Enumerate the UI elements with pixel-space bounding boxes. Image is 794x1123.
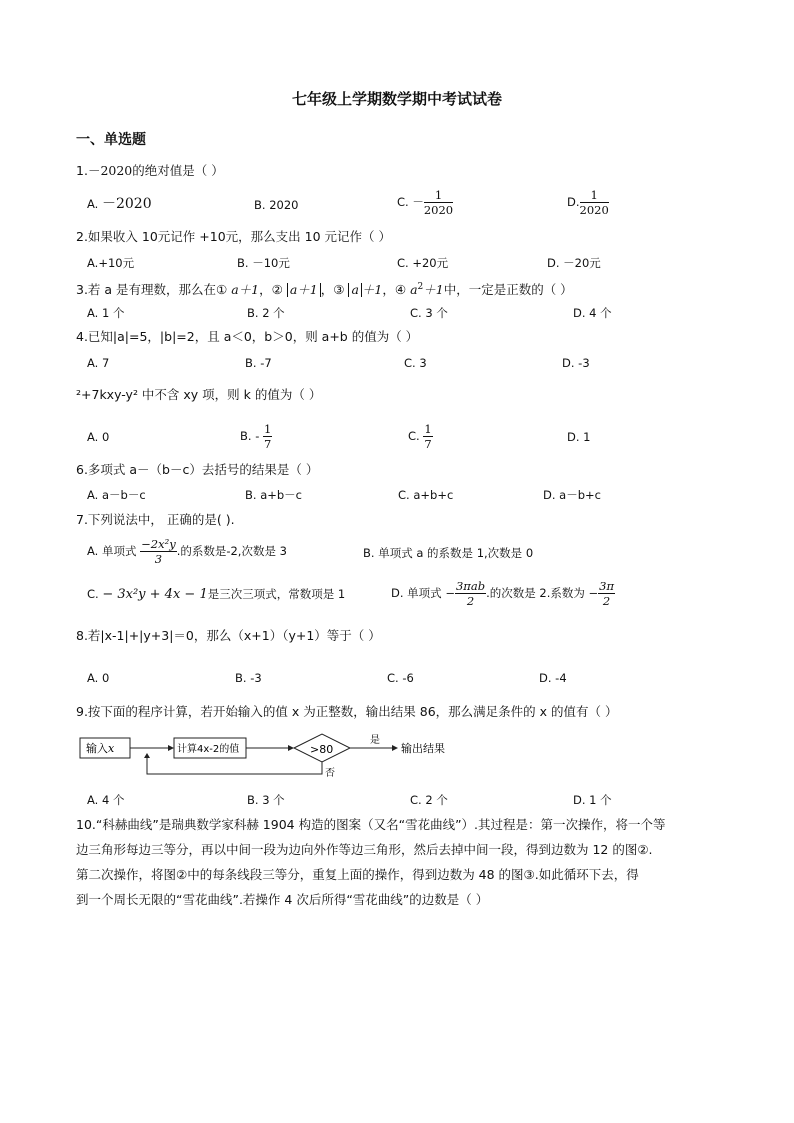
question-9-stem: 9.按下面的程序计算，若开始输入的值 x 为正整数，输出结果 86，那么满足条件的 x 的值有（ ）: [76, 704, 618, 719]
question-8-option-a[interactable]: A. 0: [87, 671, 110, 685]
flow-yes-label: 是: [370, 735, 380, 746]
question-2-option-b[interactable]: B. －10元: [237, 256, 290, 270]
flow-output-label: 输出结果: [401, 742, 445, 755]
question-7-option-d[interactable]: D. 单项式 − $\frac{\text{3πab}}{2}$ .的次数是 2.系数为 − $\frac{3\pi}{2}$: [391, 579, 615, 608]
question-5-option-d[interactable]: D. 1: [567, 430, 591, 444]
question-4-option-c[interactable]: C. 3: [404, 356, 427, 370]
fraction: $\frac{\text{3πab}}{2}$: [455, 579, 486, 608]
section-heading: 一、单选题: [76, 132, 146, 148]
flow-arrowhead: [144, 753, 150, 758]
question-1-value: －2020: [87, 163, 133, 178]
question-3-option-d[interactable]: D. 4 个: [573, 306, 612, 320]
fraction: $\frac{1}{2020}$: [423, 188, 454, 217]
question-6-option-a[interactable]: A. a－b－c: [87, 488, 146, 502]
question-7-stem: 7.下列说法中， 正确的是( ).: [76, 512, 235, 527]
flow-input-label: 输入x: [86, 742, 115, 755]
absolute-value: a: [348, 283, 361, 297]
question-5-option-c[interactable]: C. $\frac{1}{7}$: [408, 422, 432, 451]
question-4-option-b[interactable]: B. -7: [245, 356, 272, 370]
question-4-stem: 4.已知|a|=5，|b|=2，且 a＜0，b＞0，则 a+b 的值为（ ）: [76, 329, 419, 344]
question-3-option-a[interactable]: A. 1 个: [87, 306, 125, 320]
question-7-option-c[interactable]: C. − 3x²y + 4x − 1是三次三项式，常数项是 1: [87, 587, 346, 602]
question-10-line-4: 到一个周长无限的“雪花曲线”.若操作 4 次后所得“雪花曲线”的边数是（ ）: [76, 892, 489, 907]
fraction: $\frac{3\pi}{2}$: [599, 579, 615, 608]
question-4-option-d[interactable]: D. -3: [562, 356, 590, 370]
question-2-option-c[interactable]: C. +20元: [397, 256, 449, 270]
question-2-option-a[interactable]: A.+10元: [87, 256, 135, 270]
flow-arrowhead: [168, 745, 174, 751]
flow-loop-line: [147, 758, 322, 774]
question-3-option-b[interactable]: B. 2 个: [247, 306, 285, 320]
fraction: $\frac{\text{−2x²y}}{3}$: [141, 537, 176, 566]
question-5-option-a[interactable]: A. 0: [87, 430, 110, 444]
question-9-option-b[interactable]: B. 3 个: [247, 793, 285, 807]
question-2-option-d[interactable]: D. －20元: [547, 256, 601, 270]
question-6-option-b[interactable]: B. a+b－c: [245, 488, 303, 502]
question-1-option-a[interactable]: A. －2020: [87, 196, 152, 212]
question-3-stem: 3.若 a 是有理数，那么在① a＋1，② a＋1 ，③ a ＋1，④ $a^2+1$中，一定是正数的（ ）: [76, 282, 573, 298]
absolute-value: a＋1: [287, 283, 321, 297]
question-4-option-a[interactable]: A. 7: [87, 356, 110, 370]
question-9-option-d[interactable]: D. 1 个: [573, 793, 612, 807]
question-1-stem: 1.－2020的绝对值是（ ）: [76, 163, 224, 178]
question-7-option-a[interactable]: A. 单项式 $\frac{\text{−2x²y}}{3}$ .的系数是-2,次数是 3: [87, 537, 287, 566]
question-9-option-a[interactable]: A. 4 个: [87, 793, 125, 807]
question-1-option-b[interactable]: B. 2020: [254, 198, 299, 212]
question-1-option-d[interactable]: D. $\frac{1}{2020}$: [567, 188, 609, 217]
question-8-stem: 8.若|x-1|+|y+3|＝0，那么（x+1）（y+1）等于（ ）: [76, 628, 381, 643]
flow-calc-label: 计算4x-2的值: [177, 744, 240, 755]
question-5-option-b[interactable]: B. - $\frac{1}{7}$: [240, 422, 272, 451]
question-7-option-b[interactable]: B. 单项式 a 的系数是 1,次数是 0: [363, 546, 534, 560]
flow-arrowhead: [392, 745, 398, 751]
flowchart-diagram: [76, 730, 476, 782]
question-10-line-1: 10.“科赫曲线”是瑞典数学家科赫 1904 构造的图案（又名“雪花曲线”）.其过程是：第一次操作，将一个等: [76, 817, 666, 832]
page-title: 七年级上学期数学期中考试试卷: [291, 90, 502, 108]
question-6-option-d[interactable]: D. a－b+c: [543, 488, 601, 502]
question-10-line-3: 第二次操作，将图②中的每条线段三等分，重复上面的操作，得到边数为 48 的图③.如此循环下去，得: [76, 867, 639, 882]
fraction: $\frac{1}{7}$: [424, 422, 432, 451]
question-5-stem: ²+7kxy-y² 中不含 xy 项，则 k 的值为（ ）: [76, 387, 322, 402]
question-6-stem: 6.多项式 a－（b－c）去括号的结果是（ ）: [76, 462, 319, 477]
question-8-option-b[interactable]: B. -3: [235, 671, 262, 685]
fraction: $\frac{1}{2020}$: [579, 188, 609, 217]
question-1-option-c[interactable]: C. － $\frac{1}{2020}$: [397, 188, 454, 217]
question-8-option-d[interactable]: D. -4: [539, 671, 567, 685]
flow-condition-label: >80: [310, 743, 334, 756]
question-3-option-c[interactable]: C. 3 个: [410, 306, 448, 320]
flow-no-label: 否: [325, 768, 335, 779]
fraction: $\frac{1}{7}$: [264, 422, 272, 451]
question-9-option-c[interactable]: C. 2 个: [410, 793, 448, 807]
question-2-stem: 2.如果收入 10元记作 +10元，那么支出 10 元记作（ ）: [76, 229, 391, 244]
question-8-option-c[interactable]: C. -6: [387, 671, 414, 685]
question-6-option-c[interactable]: C. a+b+c: [398, 488, 454, 502]
question-10-line-2: 边三角形每边三等分，再以中间一段为边向外作等边三角形，然后去掉中间一段，得到边数为 12 的图②.: [76, 842, 653, 857]
